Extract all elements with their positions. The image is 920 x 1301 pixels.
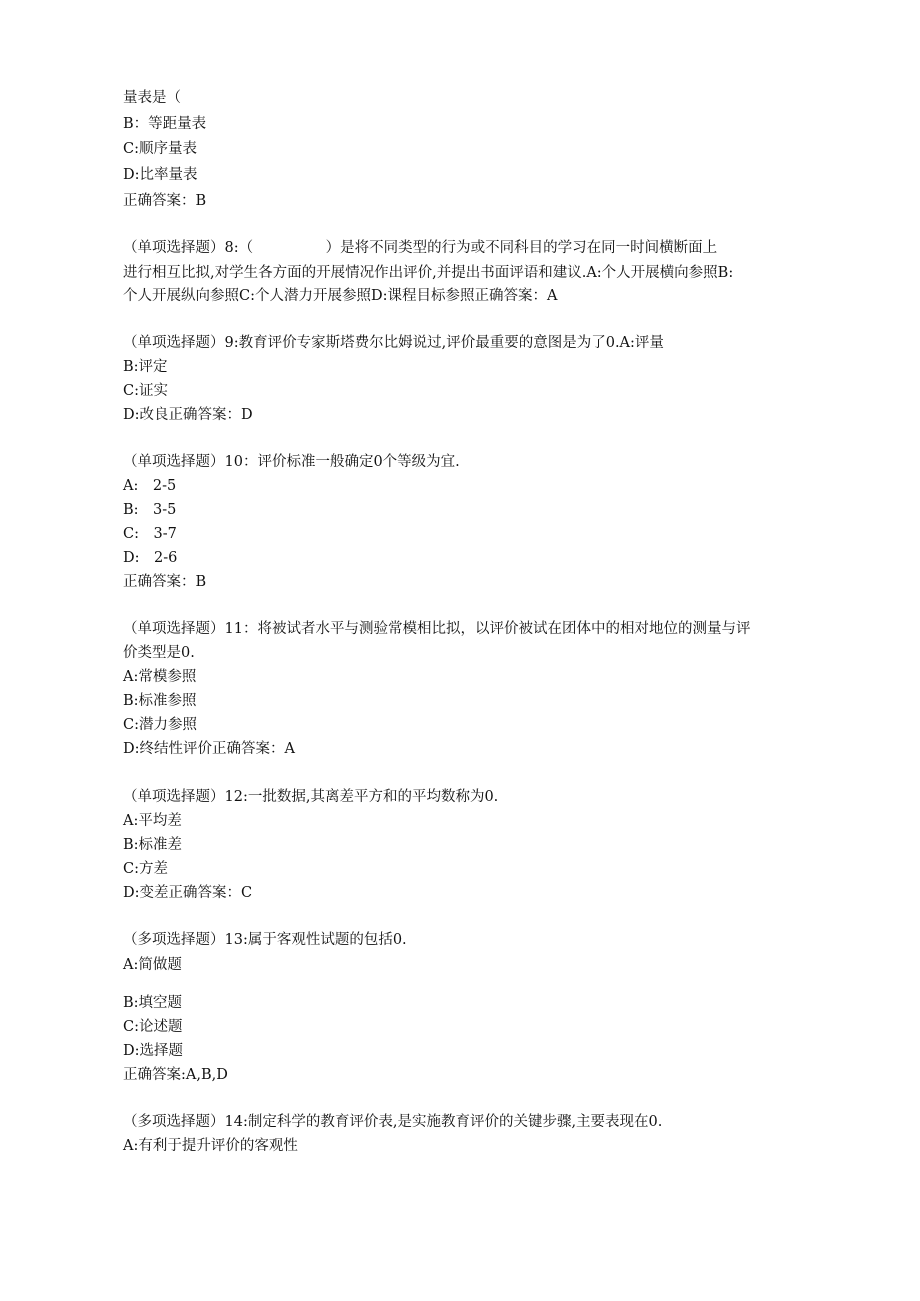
- text-line: A: 2-5: [123, 478, 177, 494]
- text-line: A:简做题: [123, 957, 182, 973]
- text-line: D:比率量表: [123, 167, 198, 183]
- text-line: C:证实: [123, 383, 168, 399]
- text-line: D:改良正确答案：D: [123, 407, 253, 423]
- text-line: C:论述题: [123, 1019, 183, 1035]
- text-line: 量表是（: [123, 90, 181, 106]
- text-line: B：等距量表: [123, 116, 207, 132]
- text-line: B: 3-5: [123, 502, 177, 518]
- text-line: A:有利于提升评价的客观性: [123, 1138, 298, 1154]
- text-line: 正确答案：B: [123, 574, 207, 590]
- text-line: （单项选择题）8:（ ）是将不同类型的行为或不同科目的学习在同一时间横断面上: [123, 240, 718, 256]
- text-line: A:平均差: [123, 813, 182, 829]
- text-line: D:变差正确答案：C: [123, 885, 253, 901]
- text-line: B:填空题: [123, 995, 183, 1011]
- text-line: 价类型是0.: [123, 645, 195, 661]
- text-line: 个人开展纵向参照C:个人潜力开展参照D:课程目标参照正确答案：A: [123, 288, 558, 304]
- text-line: A:常模参照: [123, 669, 197, 685]
- text-line: B:评定: [123, 359, 168, 375]
- text-line: D:选择题: [123, 1043, 184, 1059]
- text-line: D: 2-6: [123, 550, 178, 566]
- text-line: （多项选择题）14:制定科学的教育评价表,是实施教育评价的关键步骤,主要表现在0.: [123, 1114, 663, 1130]
- text-line: （单项选择题）9:教育评价专家斯塔费尔比姆说过,评价最重要的意图是为了0.A:评量: [123, 335, 664, 351]
- text-line: C:潜力参照: [123, 717, 197, 733]
- text-line: （多项选择题）13:属于客观性试题的包括0.: [123, 932, 407, 948]
- text-line: 进行相互比拟,对学生各方面的开展情况作出评价,并提出书面评语和建议.A:个人开展横向参照B:: [123, 265, 734, 281]
- text-line: 正确答案：B: [123, 193, 207, 209]
- text-line: （单项选择题）10：评价标准一般确定0个等级为宜.: [123, 454, 460, 470]
- text-line: B:标准差: [123, 837, 183, 853]
- text-line: B:标准参照: [123, 693, 197, 709]
- text-line: C:方差: [123, 861, 168, 877]
- text-line: 正确答案:A,B,D: [123, 1067, 228, 1083]
- text-line: （单项选择题）12:一批数据,其离差平方和的平均数称为0.: [123, 789, 499, 805]
- text-line: C: 3-7: [123, 526, 177, 542]
- text-line: C:顺序量表: [123, 141, 197, 157]
- text-line: D:终结性评价正确答案：A: [123, 741, 295, 757]
- text-line: （单项选择题）11：将被试者水平与测验常模相比拟，以评价被试在团体中的相对地位的测量与评: [123, 621, 751, 637]
